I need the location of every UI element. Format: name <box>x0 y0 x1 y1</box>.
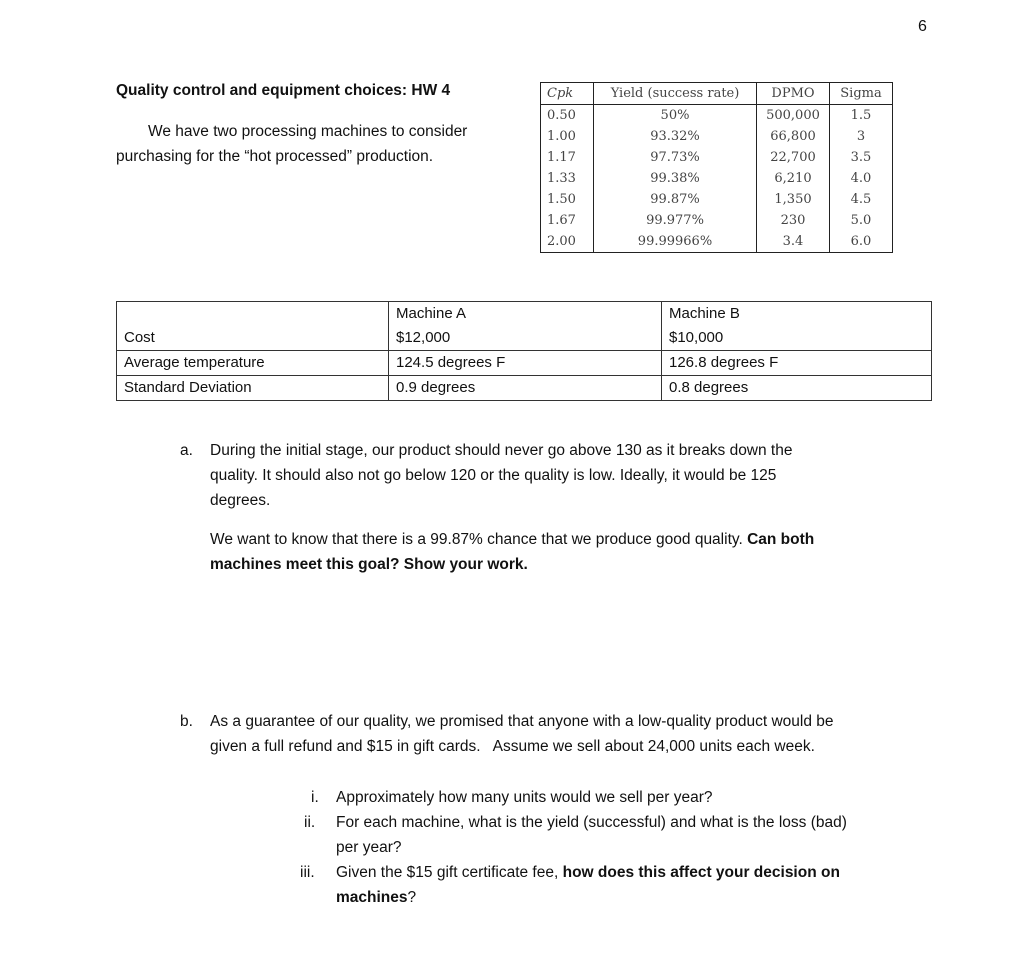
cpk-cell: 1.50 <box>541 189 594 210</box>
table-row <box>117 376 932 401</box>
question-b-marker: b. <box>180 713 193 730</box>
goal-bold-2: machines meet this goal? Show your work. <box>210 556 528 573</box>
table-row <box>541 168 893 189</box>
question-a-line-2: quality. It should also not go below 120 or the quality is low. Ideally, it would be 125 <box>210 467 777 484</box>
cpk-cell: 2.00 <box>541 231 594 253</box>
sub-item-iii-bold: how does this affect your decision on <box>562 864 840 881</box>
machine-a-header: Machine A <box>396 305 467 322</box>
cost-label: Cost <box>124 329 155 346</box>
page-title: Quality control and equipment choices: HW 4 <box>116 82 451 99</box>
sigma-cell: 3.5 <box>830 147 893 168</box>
machine-b-header: Machine B <box>669 305 740 322</box>
intro-paragraph <box>116 119 526 169</box>
dpmo-cell: 66,800 <box>757 126 830 147</box>
yield-cell: 99.977% <box>594 210 757 231</box>
question-a-marker: a. <box>180 442 193 459</box>
yield-cell: 50% <box>594 105 757 127</box>
question-b-line-2: given a full refund and $15 in gift cards. Assume we sell about 24,000 units each week. <box>210 738 815 755</box>
table-row <box>541 189 893 210</box>
sub-item-iii-pre: Given the $15 gift certificate fee, <box>336 864 563 881</box>
question-a-line-3: degrees. <box>210 492 271 509</box>
yield-cell: 99.99966% <box>594 231 757 253</box>
question-b-line-1: As a guarantee of our quality, we promised that anyone with a low-quality product would be <box>210 713 834 730</box>
dpmo-cell: 6,210 <box>757 168 830 189</box>
sub-item-iii-text <box>336 860 936 910</box>
question-b-text <box>210 709 950 759</box>
intro-line-1: We have two processing machines to consider <box>148 123 468 140</box>
machine-b-std-dev: 0.8 degrees <box>662 376 932 401</box>
cpk-header-sigma: Sigma <box>830 83 893 105</box>
machine-a-cost-cell <box>389 302 662 351</box>
cpk-cell: 1.67 <box>541 210 594 231</box>
yield-cell: 97.73% <box>594 147 757 168</box>
intro-line-2: purchasing for the “hot processed” production. <box>116 148 434 165</box>
sub-item-i-marker: i. <box>311 789 319 806</box>
machine-b-avg-temp: 126.8 degrees F <box>662 351 932 376</box>
yield-cell: 99.38% <box>594 168 757 189</box>
dpmo-cell: 230 <box>757 210 830 231</box>
yield-cell: 93.32% <box>594 126 757 147</box>
yield-cell: 99.87% <box>594 189 757 210</box>
machine-comparison-table <box>116 301 932 401</box>
table-row <box>541 231 893 253</box>
goal-text: We want to know that there is a 99.87% chance that we produce good quality. <box>210 531 748 548</box>
sub-item-ii-text <box>336 810 936 860</box>
sub-item-iii-bold-2: machines <box>336 889 408 906</box>
cpk-header-yield: Yield (success rate) <box>594 83 757 105</box>
cost-label-cell <box>117 302 389 351</box>
cpk-cell: 1.00 <box>541 126 594 147</box>
cpk-header-dpmo: DPMO <box>757 83 830 105</box>
cpk-cell: 0.50 <box>541 105 594 127</box>
cpk-cell: 1.17 <box>541 147 594 168</box>
machine-b-cost: $10,000 <box>669 329 724 346</box>
sigma-cell: 5.0 <box>830 210 893 231</box>
machine-a-avg-temp: 124.5 degrees F <box>389 351 662 376</box>
machine-b-cost-cell <box>662 302 932 351</box>
sigma-cell: 3 <box>830 126 893 147</box>
question-a-goal <box>210 527 930 577</box>
dpmo-cell: 22,700 <box>757 147 830 168</box>
question-a-text <box>210 438 930 513</box>
machine-a-std-dev: 0.9 degrees <box>389 376 662 401</box>
goal-bold-1: Can both <box>747 531 815 548</box>
sub-item-iii-marker: iii. <box>300 864 315 881</box>
sub-item-ii-line-1: For each machine, what is the yield (successful) and what is the loss (bad) <box>336 814 847 831</box>
cpk-header-row <box>541 83 893 105</box>
table-row <box>541 126 893 147</box>
page-number: 6 <box>918 18 927 35</box>
table-row <box>541 147 893 168</box>
table-row <box>541 105 893 127</box>
sigma-cell: 4.0 <box>830 168 893 189</box>
sigma-cell: 4.5 <box>830 189 893 210</box>
sigma-cell: 1.5 <box>830 105 893 127</box>
machine-a-cost: $12,000 <box>396 329 451 346</box>
table-row <box>541 210 893 231</box>
sub-item-ii-line-2: per year? <box>336 839 402 856</box>
avg-temp-label: Average temperature <box>117 351 389 376</box>
sub-item-i-text: Approximately how many units would we sell per year? <box>336 789 713 806</box>
dpmo-cell: 500,000 <box>757 105 830 127</box>
dpmo-cell: 3.4 <box>757 231 830 253</box>
dpmo-cell: 1,350 <box>757 189 830 210</box>
sigma-cell: 6.0 <box>830 231 893 253</box>
std-dev-label: Standard Deviation <box>117 376 389 401</box>
sub-item-iii-post: ? <box>407 889 417 906</box>
cpk-reference-table <box>540 82 893 253</box>
table-row <box>117 351 932 376</box>
question-a-line-1: During the initial stage, our product should never go above 130 as it breaks down the <box>210 442 793 459</box>
cpk-cell: 1.33 <box>541 168 594 189</box>
cpk-header-cpk: Cpk <box>541 83 594 105</box>
sub-item-ii-marker: ii. <box>304 814 316 831</box>
